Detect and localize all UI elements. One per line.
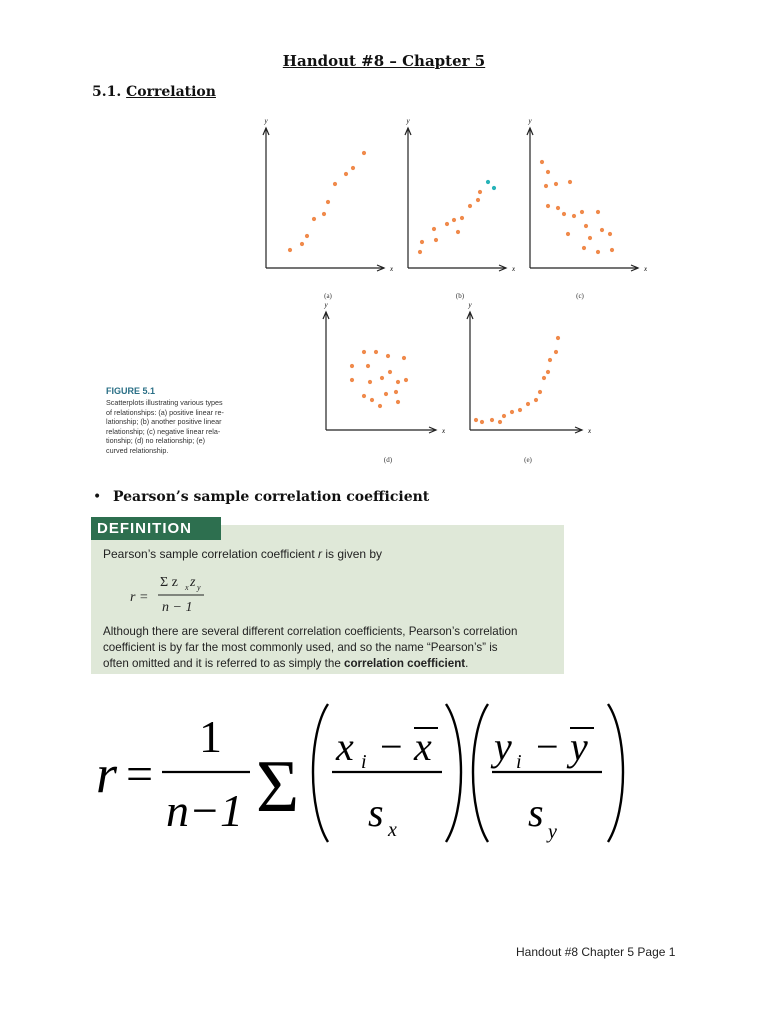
x-axis-label: x [644,265,648,273]
scatter-point [492,186,496,190]
x-axis-label: x [512,265,516,273]
formula-sub-y: y [197,583,201,592]
formula-equals: = [126,748,154,801]
scatter-point [554,182,558,186]
formula-sx: s [368,790,384,835]
scatter-point [386,354,390,358]
scatter-point [396,400,400,404]
scatter-point [322,212,326,216]
scatter-point [366,364,370,368]
intro-text-end: is given by [322,547,383,561]
caption-line: lationship; (b) another positive linear [106,417,222,427]
scatter-point [546,170,550,174]
scatter-point [288,248,292,252]
scatter-point [542,376,546,380]
scatter-point [490,418,494,422]
scatter-point [584,224,588,228]
scatter-point [404,378,408,382]
scatter-point [374,350,378,354]
scatterplot-panel [263,117,394,300]
formula-one: 1 [199,711,222,762]
scatterplot-panel [323,301,446,464]
formula-sub-x: x [185,583,189,592]
scatter-point [370,398,374,402]
definition-term: correlation coefficient [344,657,466,670]
y-axis-label: y [528,117,532,125]
scatter-point [540,160,544,164]
bullet-icon: • [93,489,102,505]
scatter-point [518,408,522,412]
intro-variable: r [318,547,323,561]
scatter-point [452,218,456,222]
figure-caption [106,398,254,456]
scatter-point [510,410,514,414]
panel-label: (c) [576,292,584,300]
formula-sub-x: x [388,819,397,841]
definition-line-last [103,656,558,672]
scatter-point [396,380,400,384]
scatter-point [305,234,309,238]
scatter-point [362,394,366,398]
intro-text: Pearson’s sample correlation coefficient [103,547,319,561]
scatter-point [380,376,384,380]
scatter-point [544,184,548,188]
definition-body [103,624,558,672]
scatter-point [388,370,392,374]
scatter-point [478,190,482,194]
scatter-point [362,350,366,354]
definition-intro [103,547,382,561]
scatter-point [596,250,600,254]
caption-line: Scatterplots illustrating various types [106,398,223,407]
scatter-point [596,210,600,214]
scatter-point [556,336,560,340]
y-axis-label: y [406,117,410,125]
paren-right-1 [446,704,461,842]
formula-sub-i: i [361,751,367,773]
scatter-point [572,214,576,218]
caption-line: of relationships: (a) positive linear re- [106,407,224,417]
caption-line: curved relationship. [106,445,169,455]
scatter-point [362,151,366,155]
formula-sy: s [528,790,544,835]
scatter-point [600,228,604,232]
x-axis-label: x [390,265,394,273]
formula-yi: y [494,724,512,769]
scatter-point [420,240,424,244]
panel-label: (b) [455,292,465,300]
formula-n-minus-1: n−1 [166,785,244,836]
scatterplot-panel [467,301,592,464]
scatter-point [333,182,337,186]
definition-end: . [465,657,469,670]
page-footer: Handout #8 Chapter 5 Page 1 [516,945,676,959]
scatter-point [434,238,438,242]
scatter-point [300,242,304,246]
y-axis-label: y [468,301,472,309]
scatter-point [474,418,478,422]
scatter-point [548,358,552,362]
panel-label: (d) [383,456,393,464]
formula-xi: x [336,724,354,769]
formula-r: r [96,744,118,804]
scatter-point [418,250,422,254]
caption-line: tionship; (d) no relationship; (e) [106,436,206,446]
definition-heading: DEFINITION [91,517,221,540]
x-axis-label: x [442,427,446,435]
formula-lhs: r = [130,590,149,605]
page-title: Handout #8 – Chapter 5 [282,52,486,70]
scatter-point [445,222,449,226]
panel-label: (a) [324,292,332,300]
formula-numerator: Σ z [160,575,178,590]
scatter-point [351,166,355,170]
scatter-point [394,390,398,394]
formula-sub-y: y [548,821,557,843]
scatter-point [350,378,354,382]
formula-denominator: n − 1 [162,600,193,615]
section-number: 5.1. [92,84,122,100]
y-axis-label: y [324,301,328,309]
formula-xbar: x [414,724,432,769]
bullet-text: Pearson’s sample correlation coefficient [113,489,430,505]
definition-formula [120,570,230,620]
scatter-point [582,246,586,250]
scatter-point [556,206,560,210]
x-axis-label: x [588,427,592,435]
scatter-point [456,230,460,234]
scatter-point [562,212,566,216]
scatter-point [468,204,472,208]
caption-line: relationship; (c) negative linear rela- [106,426,221,436]
scatterplot-panel [405,117,516,300]
scatter-point [486,180,490,184]
scatter-point [546,370,550,374]
scatter-point [368,380,372,384]
figure-caption-title: FIGURE 5.1 [106,386,156,396]
scatter-point [502,414,506,418]
scatter-point [610,248,614,252]
scatterplot-panel [527,117,648,300]
scatter-point [568,180,572,184]
scatter-point [538,390,542,394]
scatter-point [534,398,538,402]
y-axis-label: y [264,117,268,125]
scatter-point [378,404,382,408]
correlation-formula [96,690,636,860]
scatter-point [402,356,406,360]
scatter-point [588,236,592,240]
definition-line: coefficient is by far the most commonly used, and so the name “Pearson’s” is [103,641,498,654]
scatter-point [312,217,316,221]
formula-minus-1: − [380,724,403,769]
scatter-point [350,364,354,368]
scatter-point [344,172,348,176]
scatter-point [554,350,558,354]
formula-z2: z [190,575,196,590]
scatter-point [526,402,530,406]
scatter-point [580,210,584,214]
definition-line: Although there are several different correlation coefficients, Pearson’s correlation [103,625,518,638]
scatter-point [480,420,484,424]
scatter-point [476,198,480,202]
scatter-point [460,216,464,220]
section-title: Correlation [126,84,216,100]
formula-sub-i-2: i [516,751,522,773]
definition-line: often omitted and it is referred to as simply the [103,657,345,670]
scatter-point [432,227,436,231]
scatter-point [326,200,330,204]
scatter-point [608,232,612,236]
formula-minus-2: − [536,724,559,769]
scatter-point [546,204,550,208]
formula-sigma: Σ [256,746,300,828]
paren-left-2 [473,704,488,842]
scatter-point [566,232,570,236]
panel-label: (e) [524,456,532,464]
paren-right-2 [608,704,623,842]
paren-left-1 [313,704,328,842]
scatter-point [384,392,388,396]
scatter-point [498,420,502,424]
formula-ybar: y [570,724,588,769]
